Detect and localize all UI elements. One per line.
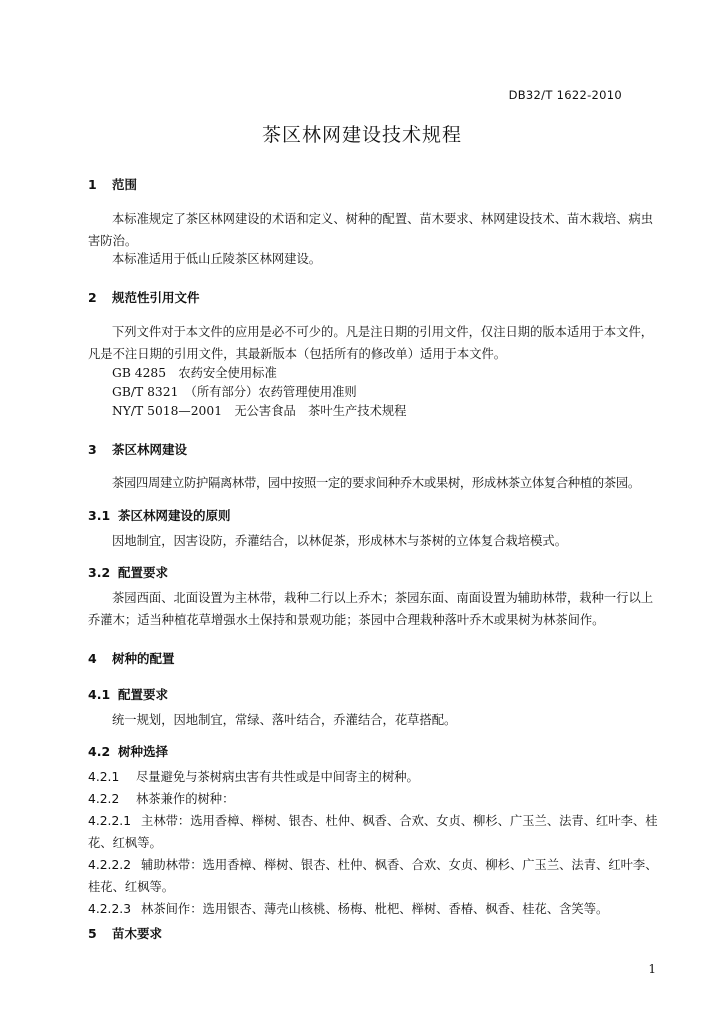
clause-text: 林茶兼作的树种： [136,792,235,806]
clause-4-2-2 [88,788,660,810]
clause-number: 4.2.1 [88,770,120,784]
section-3-2-heading [88,563,168,581]
document-title: 茶区林网建设技术规程 [261,124,462,146]
section-title: 苗木要求 [112,926,163,941]
reference-item: NY/T 5018—2001 无公害食品 茶叶生产技术规程 [112,404,407,418]
section-3-paragraph: 茶园四周建立防护隔离林带，园中按照一定的要求间种乔木或果树，形成林茶立体复合种植的茶园。 [112,476,640,490]
clause-4-2-1 [88,766,660,788]
section-3-1-paragraph: 因地制宜，因害设防，乔灌结合，以林促茶，形成林木与茶树的立体复合栽培模式。 [112,534,567,548]
section-3-heading [88,440,187,458]
clause-text: 林茶间作：选用银杏、薄壳山核桃、杨梅、枇杷、榉树、香椿、枫香、桂花、含笑等。 [141,902,609,916]
page-number: 1 [648,962,656,976]
section-number: 4.1 [88,687,111,702]
clause-number: 4.2.2.1 [88,814,132,828]
clause-number: 4.2.2 [88,792,120,806]
section-title: 范围 [112,177,138,192]
section-5-heading [88,924,162,942]
section-3-2-paragraph: 茶园西面、北面设置为主林带，栽种二行以上乔木；茶园东面、南面设置为辅助林带，栽种一行以上乔灌木；适当种植花草增强水土保持和景观功能；茶园中合理栽种落叶乔木或果树为林茶间作。 [88,591,654,627]
clause-4-2-2-1 [88,810,660,854]
section-number: 1 [88,177,97,192]
section-number: 3.2 [88,565,111,580]
section-number: 4.2 [88,744,111,759]
section-title: 规范性引用文件 [112,290,200,305]
scope-paragraph: 本标准规定了茶区林网建设的术语和定义、树种的配置、苗木要求、林网建设技术、苗木栽培、病虫害防治。 [88,212,654,248]
clause-4-2-2-3 [88,898,660,920]
reference-item: GB/T 8321 （所有部分）农药管理使用准则 [112,385,357,399]
clause-text: 主林带：选用香樟、榉树、银杏、杜仲、枫香、合欢、女贞、柳杉、广玉兰、法青、红叶李、桂花、红枫等。 [88,814,658,850]
section-3-1-heading [88,506,231,524]
section-4-1-paragraph: 统一规划，因地制宜，常绿、落叶结合，乔灌结合，花草搭配。 [112,713,457,727]
section-title: 茶区林网建设的原则 [118,508,231,523]
section-number: 3 [88,442,97,457]
clause-number: 4.2.2.2 [88,858,132,872]
section-4-1-heading [88,685,168,703]
section-title: 配置要求 [118,565,169,580]
section-4-2-heading [88,742,168,760]
clause-text: 尽量避免与茶树病虫害有共性或是中间寄主的树种。 [136,770,419,784]
section-title: 茶区林网建设 [112,442,188,457]
section-number: 5 [88,926,97,941]
standard-code: DB32/T 1622-2010 [508,88,622,102]
section-title: 树种选择 [118,744,169,759]
section-title: 树种的配置 [112,651,175,666]
normative-references-paragraph: 下列文件对于本文件的应用是必不可少的。凡是注日期的引用文件，仅注日期的版本适用于本文件，凡是不注日期的引用文件，其最新版本（包括所有的修改单）适用于本文件。 [88,325,654,361]
section-2-heading [88,288,200,306]
section-number: 2 [88,290,97,305]
section-number: 3.1 [88,508,111,523]
reference-item: GB 4285 农药安全使用标准 [112,366,277,380]
section-number: 4 [88,651,97,666]
section-1-heading [88,175,137,193]
scope-applicability: 本标准适用于低山丘陵茶区林网建设。 [112,252,322,266]
section-title: 配置要求 [118,687,169,702]
section-4-heading [88,649,175,667]
clause-number: 4.2.2.3 [88,902,132,916]
clause-4-2-2-2 [88,854,660,898]
clause-text: 辅助林带：选用香樟、榉树、银杏、杜仲、枫香、合欢、女贞、柳杉、广玉兰、法青、红叶李、桂花、红枫等。 [88,858,658,894]
